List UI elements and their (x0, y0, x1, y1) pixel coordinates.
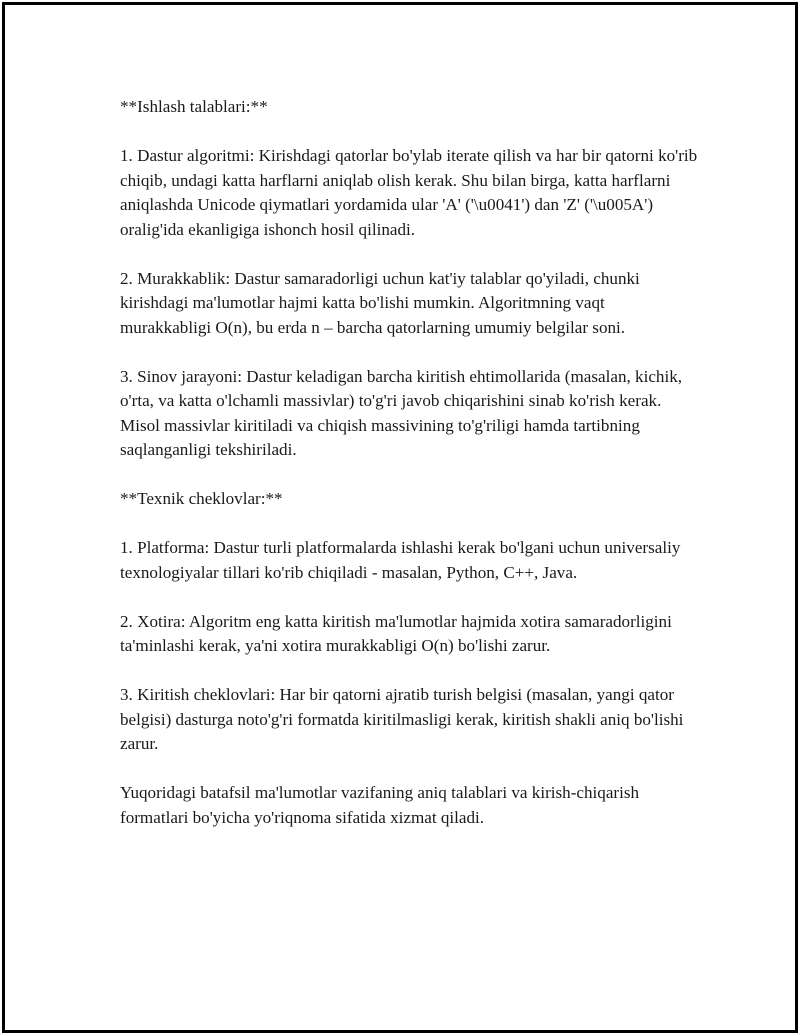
document-page (2, 2, 798, 1033)
section-heading-constraints: **Texnik cheklovlar:** (120, 489, 283, 508)
requirement-testing: 3. Sinov jarayoni: Dastur keladigan barcha kiritish ehtimollarida (masalan, kichik, o'rta, va katta o'lchamli massivlar) to'g'ri javob chiqarishini sinab ko'rish kerak. Misol massivlar kiritiladi va chiqish massivining to'g'riligi hamda tartibning saqlanganligi tekshiriladi. (120, 366, 683, 459)
constraint-platform: 1. Platforma: Dastur turli platformalarda ishlashi kerak bo'lgani uchun universaliy texnologiyalar tillari ko'rib chiqiladi - masalan, Python, C++, Java. (120, 538, 681, 582)
requirement-complexity: 2. Murakkablik: Dastur samaradorligi uchun kat'iy talablar qo'yiladi, chunki kirishdagi ma'lumotlar hajmi katta bo'lishi mumkin. Algoritmning vaqt murakkabligi O(n), bu erda n – barcha qatorlarning umumiy belgilar soni. (120, 268, 640, 337)
constraint-input: 3. Kiritish cheklovlari: Har bir qatorni ajratib turish belgisi (masalan, yangi qator belgisi) dasturga noto'g'ri formatda kiritilmasligi kerak, kiritish shakli aniq bo'lishi zarur. (120, 685, 684, 753)
requirement-algorithm: 1. Dastur algoritmi: Kirishdagi qatorlar bo'ylab iterate qilish va har bir qatorni ko'rib chiqib, undagi katta harflarni aniqlab olish kerak. Shu bilan birga, katta harflarni aniqlashda Unicode qiymatlari yordamida ular 'A' ('\u0041') dan 'Z' ('\u005A') oralig'ida ekanligiga ishonch hosil qilinadi. (120, 146, 698, 239)
document-body (120, 95, 700, 855)
constraint-memory: 2. Xotira: Algoritm eng katta kiritish ma'lumotlar hajmida xotira samaradorligini ta'minlashi kerak, ya'ni xotira murakkabligi O(n) bo'lishi zarur. (120, 611, 672, 655)
section-heading-requirements: **Ishlash talablari:** (120, 97, 268, 116)
closing-paragraph: Yuqoridagi batafsil ma'lumotlar vazifaning aniq talablari va kirish-chiqarish formatlari bo'yicha yo'riqnoma sifatida xizmat qiladi. (120, 783, 640, 827)
